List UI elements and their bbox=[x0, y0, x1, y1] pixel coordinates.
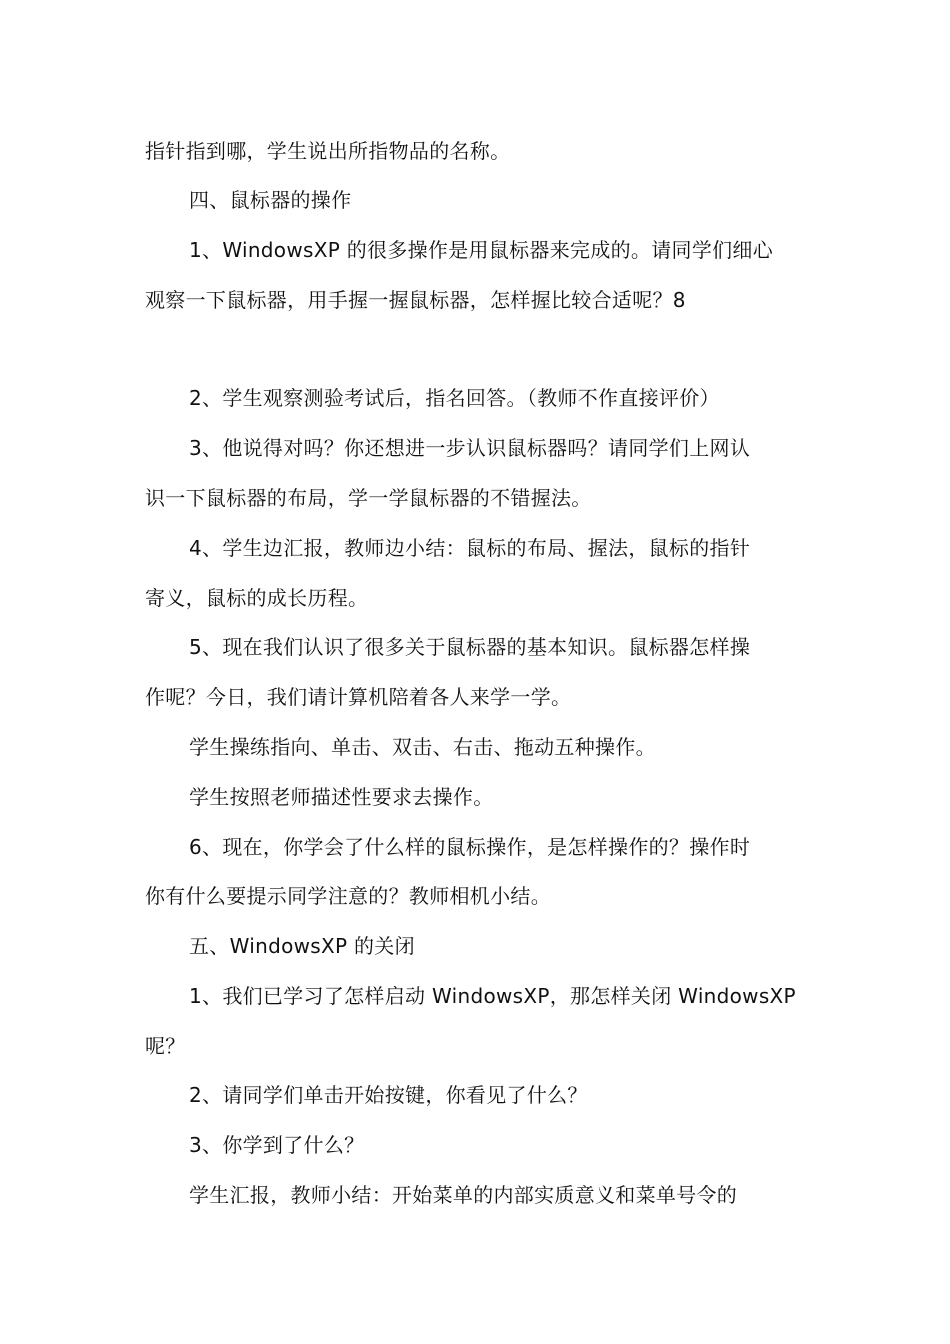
text-line: 3、你学到了什么？ bbox=[189, 1133, 365, 1157]
section-heading: 四、鼠标器的操作 bbox=[189, 188, 352, 212]
text-line: 观察一下鼠标器，用手握一握鼠标器，怎样握比较合适呢？8 bbox=[145, 288, 686, 312]
text-line: 5、现在我们认识了很多关于鼠标器的基本知识。鼠标器怎样操 bbox=[189, 635, 751, 659]
section-heading: 五、WindowsXP 的关闭 bbox=[189, 934, 415, 958]
text-line: 学生汇报，教师小结：开始菜单的内部实质意义和菜单号令的 bbox=[189, 1183, 738, 1207]
text-line: 4、学生边汇报，教师边小结：鼠标的布局、握法，鼠标的指针 bbox=[189, 536, 751, 560]
text-line: 1、WindowsXP 的很多操作是用鼠标器来完成的。请同学们细心 bbox=[189, 238, 774, 262]
text-line: 3、他说得对吗？你还想进一步认识鼠标器吗？请同学们上网认 bbox=[189, 436, 751, 460]
text-line: 寄义，鼠标的成长历程。 bbox=[145, 586, 369, 610]
text-line: 你有什么要提示同学注意的？教师相机小结。 bbox=[145, 884, 551, 908]
text-line: 作呢？今日，我们请计算机陪着各人来学一学。 bbox=[145, 685, 572, 709]
text-line: 2、请同学们单击开始按键，你看见了什么？ bbox=[189, 1083, 588, 1107]
text-line: 学生按照老师描述性要求去操作。 bbox=[189, 785, 494, 809]
text-line: 1、我们已学习了怎样启动 WindowsXP，那怎样关闭 WindowsXP bbox=[189, 984, 796, 1008]
text-line: 指针指到哪，学生说出所指物品的名称。 bbox=[145, 139, 511, 163]
text-line: 6、现在，你学会了什么样的鼠标操作，是怎样操作的？操作时 bbox=[189, 835, 751, 859]
text-line: 2、学生观察测验考试后，指名回答。（教师不作直接评价） bbox=[189, 386, 720, 410]
text-line: 识一下鼠标器的布局，学一学鼠标器的不错握法。 bbox=[145, 486, 592, 510]
text-line: 呢？ bbox=[145, 1034, 186, 1058]
text-line: 学生操练指向、单击、双击、右击、拖动五种操作。 bbox=[189, 735, 656, 759]
